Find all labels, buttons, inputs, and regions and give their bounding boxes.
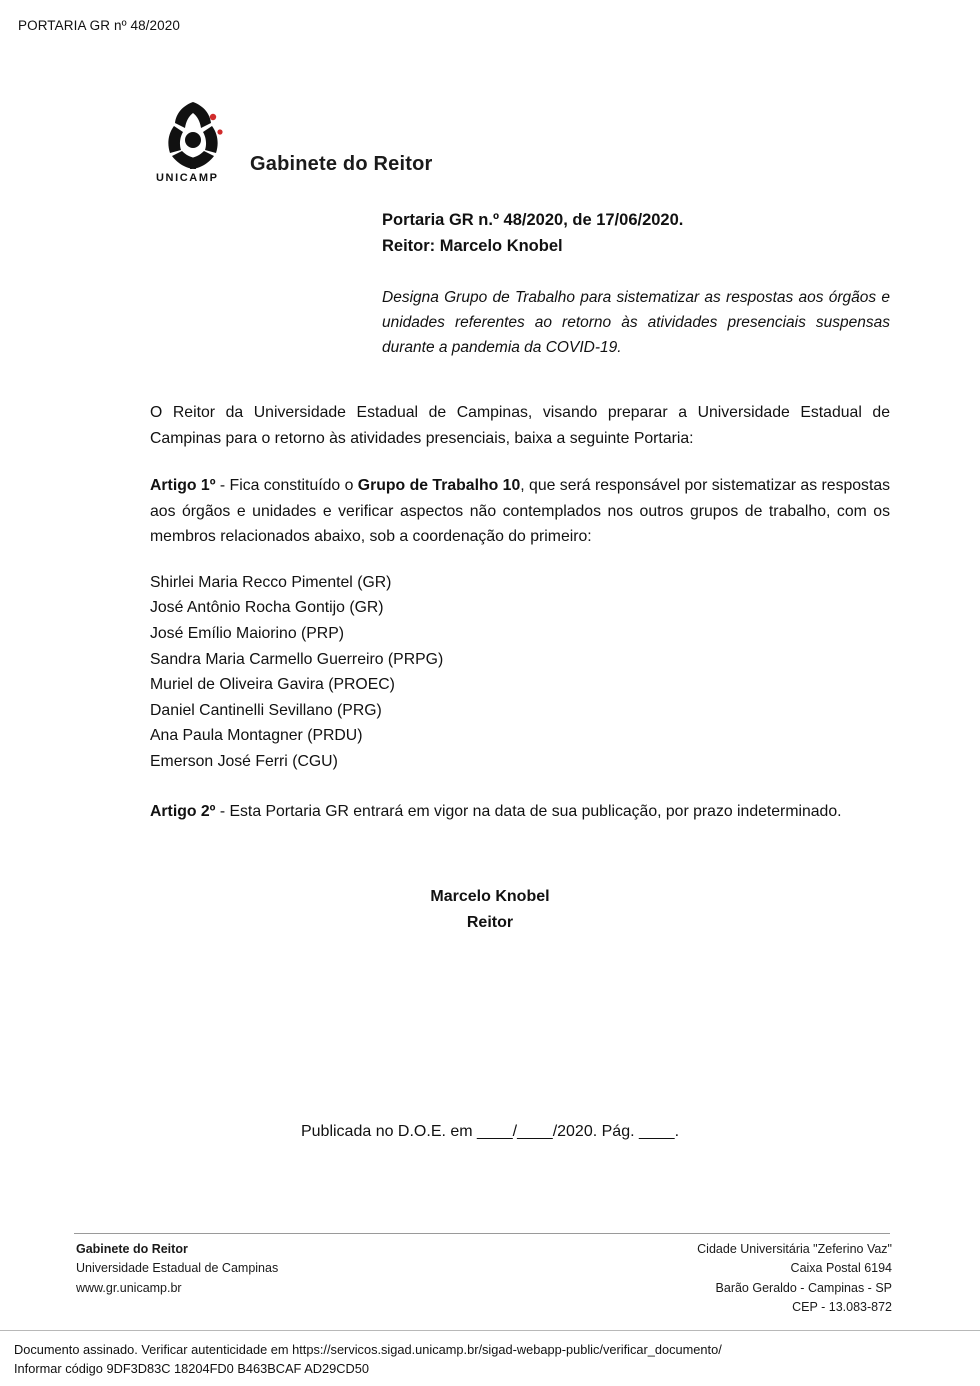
unicamp-logo-icon bbox=[150, 96, 236, 182]
article-2-text: - Esta Portaria GR entrará em vigor na data de sua publicação, por prazo indeterminado. bbox=[215, 802, 842, 820]
signatory-name: Marcelo Knobel bbox=[430, 888, 550, 905]
brand-row bbox=[150, 96, 433, 182]
footer-zip: CEP - 13.083-872 bbox=[792, 1300, 892, 1315]
list-item: Emerson José Ferri (CGU) bbox=[150, 752, 338, 770]
footer-city: Barão Geraldo - Campinas - SP bbox=[715, 1280, 892, 1295]
portaria-title bbox=[382, 208, 683, 259]
publication-line: Publicada no D.O.E. em ____/____/2020. Pág. ____. bbox=[300, 1123, 680, 1140]
list-item: José Antônio Rocha Gontijo (GR) bbox=[150, 599, 384, 617]
preamble-paragraph: O Reitor da Universidade Estadual de Campinas, visando preparar a Universidade Estadual de Campinas para o retorno às atividades presenciais, baixa a seguinte Portaria: bbox=[150, 404, 890, 447]
article-1-group-name: Grupo de Trabalho 10 bbox=[357, 477, 521, 495]
portaria-title-line2: Reitor: Marcelo Knobel bbox=[382, 236, 563, 255]
article-2-label: Artigo 2º bbox=[150, 802, 216, 820]
list-item: Sandra Maria Carmello Guerreiro (PRPG) bbox=[150, 650, 444, 668]
unicamp-wordmark: UNICAMP bbox=[156, 172, 219, 184]
list-item: Ana Paula Montagner (PRDU) bbox=[150, 727, 363, 745]
footer-university-name: Universidade Estadual de Campinas bbox=[76, 1261, 279, 1276]
office-title: Gabinete do Reitor bbox=[250, 153, 433, 175]
article-1-paragraph bbox=[150, 473, 890, 550]
list-item: Shirlei Maria Recco Pimentel (GR) bbox=[150, 573, 392, 591]
article-2-paragraph bbox=[150, 799, 890, 825]
footer-divider bbox=[74, 1233, 890, 1234]
verification-block bbox=[14, 1340, 722, 1378]
footer-po-box: Caixa Postal 6194 bbox=[790, 1261, 892, 1276]
article-1-label: Artigo 1º bbox=[150, 477, 216, 495]
footer-office-name: Gabinete do Reitor bbox=[76, 1242, 188, 1256]
member-list bbox=[150, 570, 890, 775]
list-item: José Emílio Maiorino (PRP) bbox=[150, 625, 345, 643]
ementa-text: Designa Grupo de Trabalho para sistematizar as respostas aos órgãos e unidades referentes ao retorno às atividades presenciais suspensas durante a pandemia da COVID-19. bbox=[382, 289, 890, 357]
portaria-title-line1: Portaria GR n.º 48/2020, de 17/06/2020. bbox=[382, 211, 684, 229]
document-header-label: PORTARIA GR nº 48/2020 bbox=[18, 18, 180, 33]
list-item: Daniel Cantinelli Sevillano (PRG) bbox=[150, 701, 382, 719]
footer-right bbox=[697, 1240, 892, 1318]
verification-line-2: Informar código 9DF3D83C 18204FD0 B463BCAF AD29CD50 bbox=[14, 1361, 369, 1377]
footer-website: www.gr.unicamp.br bbox=[76, 1280, 182, 1295]
article-1-part1: - Fica constituído o bbox=[215, 477, 358, 495]
footer-campus: Cidade Universitária "Zeferino Vaz" bbox=[697, 1242, 892, 1256]
signature-block bbox=[0, 884, 980, 935]
verification-line-1: Documento assinado. Verificar autenticidade em https://servicos.sigad.unicamp.br/sigad-webapp-public/verificar_documento/ bbox=[14, 1342, 722, 1357]
list-item: Muriel de Oliveira Gavira (PROEC) bbox=[150, 676, 395, 694]
verification-divider bbox=[0, 1330, 980, 1331]
article-1-part2: , que será responsável por sistematizar as respostas aos órgãos e unidades e verificar aspectos não contemplados nos outros grupos de trabalho, com os membros relacionados abaixo, sob a coordenação do primeiro: bbox=[150, 477, 891, 546]
footer-left bbox=[76, 1240, 278, 1298]
document-body bbox=[150, 400, 890, 846]
signatory-role: Reitor bbox=[466, 913, 514, 931]
